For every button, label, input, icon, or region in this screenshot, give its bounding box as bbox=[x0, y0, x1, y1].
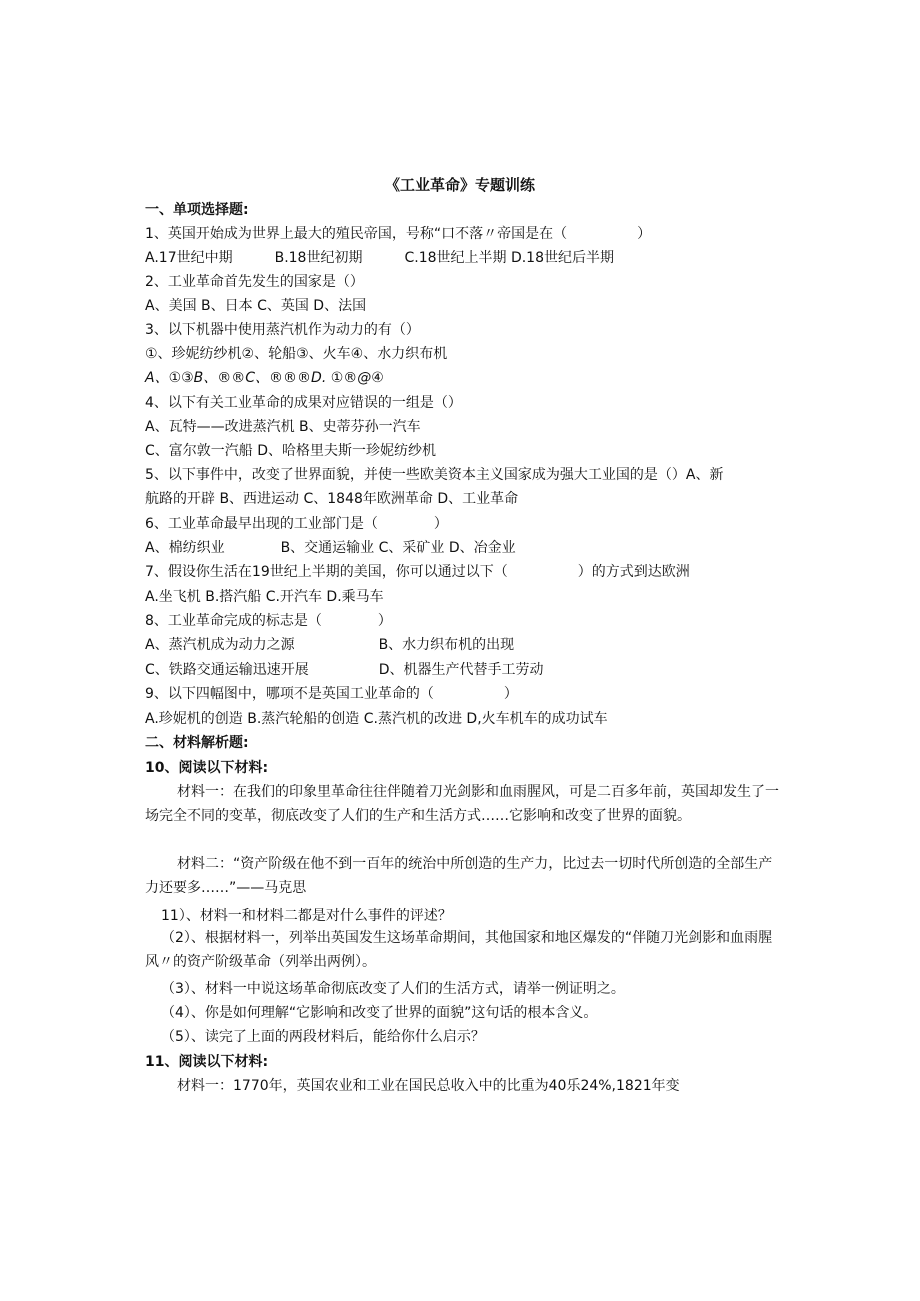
page-title: 《工业革命》专题训练 bbox=[384, 176, 535, 194]
q6-options: A、棉纺织业 B、交通运输业 C、采矿业 D、冶金业 bbox=[145, 540, 516, 556]
q3-stem: 3、以下机器中使用蒸汽机作为动力的有（） bbox=[145, 322, 420, 338]
q4-options-2: C、富尔敦一汽船 D、哈格里夫斯一珍妮纺纱机 bbox=[145, 443, 437, 459]
q5-line-2: 航路的开辟 B、西进运动 C、1848年欧洲革命 D、工业革命 bbox=[145, 491, 519, 507]
section-heading-choice: 一、单项选择题: bbox=[145, 202, 249, 218]
q5-line-1: 5、以下事件中，改变了世界面貌，并使一些欧美资本主义国家成为强大工业国的是（）A、新 bbox=[145, 467, 724, 483]
q10-sub-2: （2）、根据材料一，列举出英国发生这场革命期间，其他国家和地区爆发的“伴随刀光剑影和血雨腥风〃的资产阶级革命（列举出两例）。 bbox=[145, 930, 773, 970]
q3-items: ①、珍妮纺纱机②、轮船③、火车④、水力织布机 bbox=[145, 346, 448, 362]
q8-stem: 8、工业革命完成的标志是（ ） bbox=[145, 613, 392, 629]
q11-heading: 11、阅读以下材料: bbox=[145, 1054, 269, 1070]
q11-material-1: 材料一：1770年，英国农业和工业在国民总收入中的比重为40乐24%,1821年变 bbox=[177, 1078, 680, 1094]
section-heading-material: 二、材料解析题: bbox=[145, 735, 249, 751]
q7-stem: 7、假设你生活在19世纪上半期的美国，你可以通过以下（ ）的方式到达欧洲 bbox=[145, 564, 690, 580]
q10-sub-4: （4）、你是如何理解“它影响和改变了世界的面貌”这句话的根本含义。 bbox=[161, 1005, 598, 1021]
q10-heading: 10、阅读以下材料: bbox=[145, 760, 269, 776]
q4-options-1: A、瓦特——改进蒸汽机 B、史蒂芬孙一汽车 bbox=[145, 419, 421, 435]
q7-options: A.坐飞机 B.搭汽船 C.开汽车 D.乘马车 bbox=[145, 589, 384, 605]
q10-sub-1: 11）、材料一和材料二都是对什么事件的评述？ bbox=[161, 908, 452, 924]
q1-stem: 1、英国开始成为世界上最大的殖民帝国，号称“口不落〃帝国是在（ ） bbox=[145, 226, 652, 242]
q1-options: A.17世纪中期 B.18世纪初期 C.18世纪上半期 D.18世纪后半期 bbox=[145, 250, 614, 266]
q3-options: A、①③B、®®C、®®®D. ①®@④ bbox=[145, 370, 384, 386]
q10-material-2: 材料二：“资产阶级在他不到一百年的统治中所创造的生产力，比过去一切时代所创造的全部生产力还要多……”——马克思 bbox=[145, 856, 773, 896]
q6-stem: 6、工业革命最早出现的工业部门是（ ） bbox=[145, 516, 448, 532]
q4-stem: 4、以下有关工业革命的成果对应错误的一组是（） bbox=[145, 395, 462, 411]
q10-material-1: 材料一：在我们的印象里革命往往伴随着刀光剑影和血雨腥风，可是二百多年前，英国却发生了一场完全不同的变革，彻底改变了人们的生产和生活方式……它影响和改变了世界的面貌。 bbox=[145, 784, 779, 824]
q8-options-2: C、铁路交通运输迅速开展 D、机器生产代替手工劳动 bbox=[145, 662, 544, 678]
q9-stem: 9、以下四幅图中，哪项不是英国工业革命的（ ） bbox=[145, 686, 518, 702]
q2-stem: 2、工业革命首先发生的国家是（） bbox=[145, 274, 364, 290]
q2-options: A、美国 B、日本 C、英国 D、法国 bbox=[145, 298, 367, 314]
q10-sub-5: （5）、读完了上面的两段材料后，能给你什么启示？ bbox=[161, 1029, 485, 1045]
q9-options: A.珍妮机的创造 B.蒸汽轮船的创造 C.蒸汽机的改进 D,火车机车的成功试车 bbox=[145, 711, 608, 727]
q10-sub-3: （3）、材料一中说这场革命彻底改变了人们的生活方式，请举一例证明之。 bbox=[161, 981, 625, 997]
q8-options-1: A、蒸汽机成为动力之源 B、水力织布机的出现 bbox=[145, 637, 515, 653]
